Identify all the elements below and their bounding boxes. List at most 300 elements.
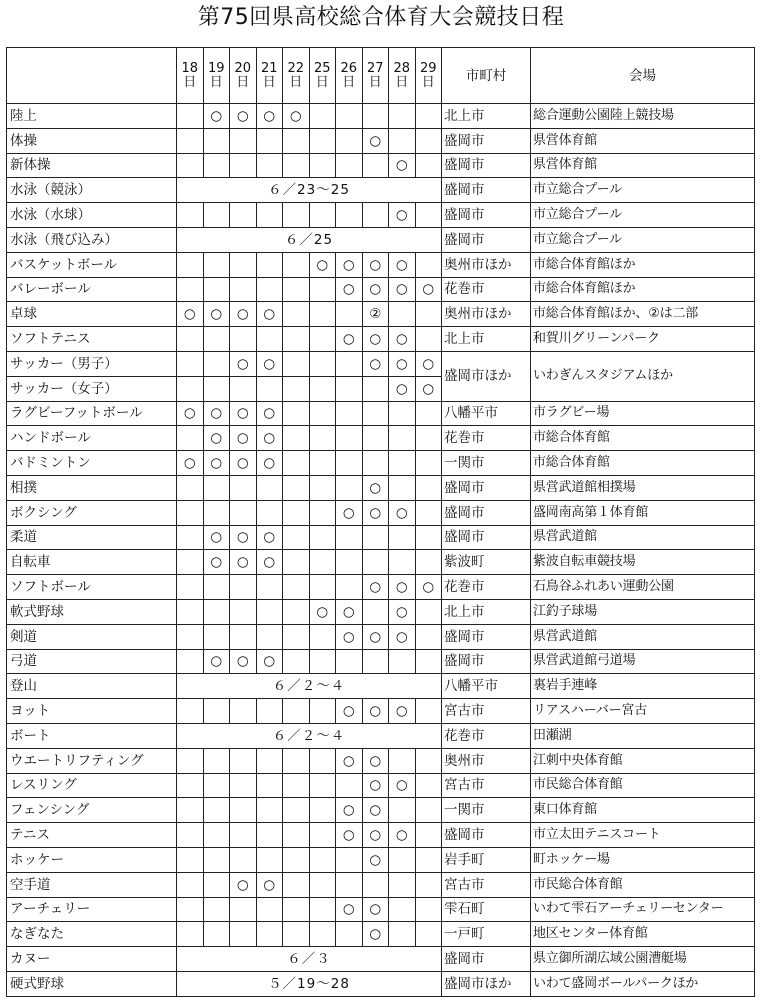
day-mark-cell [389, 649, 416, 674]
day-mark-cell: ○ [389, 351, 416, 376]
day-mark-cell [309, 302, 336, 327]
day-column-header: 19 日 [203, 48, 230, 104]
city-cell: 花巻市 [442, 277, 531, 302]
day-mark-cell: ○ [362, 624, 389, 649]
day-mark-cell [283, 426, 310, 451]
venue-cell: 石鳥谷ふれあい運動公園 [531, 575, 755, 600]
day-mark-cell [309, 153, 336, 178]
event-name-cell: 空手道 [7, 872, 177, 897]
day-mark-cell [336, 351, 363, 376]
day-mark-cell [283, 351, 310, 376]
venue-cell: 県立御所湖広域公園漕艇場 [531, 947, 755, 972]
city-cell: 盛岡市 [442, 128, 531, 153]
day-mark-cell [309, 575, 336, 600]
day-mark-cell [283, 451, 310, 476]
day-mark-cell [230, 500, 257, 525]
day-mark-cell: ○ [362, 252, 389, 277]
day-mark-cell: ○ [389, 823, 416, 848]
day-mark-cell [415, 922, 442, 947]
day-mark-cell [362, 376, 389, 401]
day-mark-cell [177, 922, 204, 947]
venue-cell: いわて雫石アーチェリーセンター [531, 897, 755, 922]
day-mark-cell: ○ [256, 550, 283, 575]
day-mark-cell [256, 128, 283, 153]
day-mark-cell: ○ [336, 897, 363, 922]
day-mark-cell [177, 823, 204, 848]
venue-cell: 市立総合プール [531, 178, 755, 203]
table-row [7, 947, 755, 972]
event-name-cell: ボート [7, 723, 177, 748]
day-mark-cell [283, 699, 310, 724]
day-mark-cell [230, 128, 257, 153]
day-mark-cell [256, 153, 283, 178]
day-column-header: 29 日 [415, 48, 442, 104]
day-mark-cell [389, 451, 416, 476]
table-row [7, 277, 755, 302]
day-mark-cell [203, 699, 230, 724]
day-mark-cell: ○ [230, 872, 257, 897]
day-mark-cell: ○ [362, 748, 389, 773]
day-mark-cell [256, 203, 283, 228]
event-name-cell: アーチェリー [7, 897, 177, 922]
day-mark-cell [177, 624, 204, 649]
day-mark-cell [177, 575, 204, 600]
venue-cell: 和賀川グリーンパーク [531, 327, 755, 352]
day-mark-cell: ○ [230, 649, 257, 674]
day-mark-cell [309, 500, 336, 525]
event-name-cell: ソフトテニス [7, 327, 177, 352]
day-mark-cell [256, 897, 283, 922]
day-mark-cell [415, 624, 442, 649]
day-mark-cell: ○ [362, 277, 389, 302]
venue-cell: 市総合体育館ほか、②は二部 [531, 302, 755, 327]
day-column-header: 18 日 [177, 48, 204, 104]
venue-cell: 県営体育館 [531, 153, 755, 178]
city-cell: 八幡平市 [442, 674, 531, 699]
table-row [7, 128, 755, 153]
day-mark-cell [230, 252, 257, 277]
day-mark-cell [283, 575, 310, 600]
day-mark-cell [283, 922, 310, 947]
day-mark-cell [230, 624, 257, 649]
day-mark-cell [177, 203, 204, 228]
day-mark-cell [283, 500, 310, 525]
day-mark-cell: ○ [230, 525, 257, 550]
day-mark-cell: ○ [336, 624, 363, 649]
venue-cell: 市民総合体育館 [531, 872, 755, 897]
day-mark-cell [230, 376, 257, 401]
day-mark-cell: ○ [256, 451, 283, 476]
table-row [7, 351, 755, 376]
table-row [7, 798, 755, 823]
event-name-cell: なぎなた [7, 922, 177, 947]
event-name-cell: ホッケー [7, 847, 177, 872]
table-row [7, 624, 755, 649]
event-name-cell: フェンシング [7, 798, 177, 823]
table-row [7, 104, 755, 129]
day-column-header: 27 日 [362, 48, 389, 104]
day-mark-cell [389, 475, 416, 500]
day-mark-cell [203, 798, 230, 823]
day-mark-cell [415, 252, 442, 277]
day-mark-cell: ○ [177, 401, 204, 426]
table-row [7, 475, 755, 500]
event-name-cell: 水泳（飛び込み） [7, 227, 177, 252]
day-mark-cell [203, 500, 230, 525]
table-row [7, 971, 755, 996]
day-mark-cell [177, 475, 204, 500]
table-row [7, 823, 755, 848]
day-mark-cell: ○ [336, 500, 363, 525]
page-title: 第75回県高校総合体育大会競技日程 [197, 5, 565, 30]
day-mark-cell: ○ [203, 649, 230, 674]
city-cell: 盛岡市 [442, 178, 531, 203]
event-name-cell: ヨット [7, 699, 177, 724]
day-mark-cell: ○ [309, 252, 336, 277]
day-mark-cell: ○ [336, 277, 363, 302]
day-mark-cell [203, 599, 230, 624]
day-mark-cell [415, 649, 442, 674]
venue-cell: 県営武道館 [531, 624, 755, 649]
day-mark-cell [177, 897, 204, 922]
city-cell: 盛岡市 [442, 227, 531, 252]
venue-cell: 江釣子球場 [531, 599, 755, 624]
day-mark-cell: ○ [256, 649, 283, 674]
city-column-header: 市町村 [442, 48, 531, 104]
day-mark-cell: ○ [389, 153, 416, 178]
day-mark-cell [177, 252, 204, 277]
venue-cell: 東口体育館 [531, 798, 755, 823]
table-row [7, 723, 755, 748]
day-mark-cell [203, 624, 230, 649]
city-cell: 一戸町 [442, 922, 531, 947]
day-mark-cell [389, 104, 416, 129]
day-mark-cell [283, 153, 310, 178]
day-mark-cell: ○ [336, 252, 363, 277]
day-mark-cell [177, 525, 204, 550]
day-mark-cell [203, 277, 230, 302]
event-name-cell: 軟式野球 [7, 599, 177, 624]
venue-cell: いわて盛岡ボールパークほか [531, 971, 755, 996]
venue-cell: 県営武道館弓道場 [531, 649, 755, 674]
day-mark-cell [362, 525, 389, 550]
day-mark-cell [415, 104, 442, 129]
day-mark-cell [389, 550, 416, 575]
day-mark-cell [177, 699, 204, 724]
venue-cell: 県営武道館 [531, 525, 755, 550]
day-mark-cell [389, 401, 416, 426]
event-name-cell: 柔道 [7, 525, 177, 550]
day-mark-cell [283, 203, 310, 228]
day-mark-cell [230, 699, 257, 724]
venue-column-header: 会場 [531, 48, 755, 104]
day-mark-cell [336, 550, 363, 575]
day-mark-cell [336, 575, 363, 600]
venue-cell: 県営体育館 [531, 128, 755, 153]
date-range-cell: ６／３ [177, 947, 442, 972]
table-row [7, 748, 755, 773]
day-mark-cell: ○ [230, 302, 257, 327]
day-mark-cell [230, 897, 257, 922]
day-mark-cell: ○ [230, 426, 257, 451]
day-mark-cell [283, 773, 310, 798]
day-mark-cell [256, 575, 283, 600]
date-range-cell: ６／25 [177, 227, 442, 252]
table-row [7, 922, 755, 947]
day-mark-cell [230, 575, 257, 600]
day-mark-cell [203, 128, 230, 153]
day-mark-cell [203, 575, 230, 600]
city-cell: 盛岡市 [442, 203, 531, 228]
day-mark-cell [203, 823, 230, 848]
day-mark-cell [256, 475, 283, 500]
event-name-cell: 水泳（水球） [7, 203, 177, 228]
day-mark-cell [256, 252, 283, 277]
day-mark-cell [309, 277, 336, 302]
table-row [7, 178, 755, 203]
day-mark-cell [309, 897, 336, 922]
day-mark-cell [203, 922, 230, 947]
day-mark-cell [309, 624, 336, 649]
day-mark-cell [283, 128, 310, 153]
day-mark-cell [415, 773, 442, 798]
venue-cell: 紫波自転車競技場 [531, 550, 755, 575]
day-mark-cell [389, 922, 416, 947]
day-mark-cell: ○ [362, 575, 389, 600]
city-cell: 盛岡市 [442, 500, 531, 525]
day-mark-cell [415, 153, 442, 178]
day-mark-cell: ○ [283, 104, 310, 129]
day-mark-cell: ○ [230, 104, 257, 129]
day-mark-cell [283, 401, 310, 426]
day-mark-cell [283, 252, 310, 277]
day-mark-cell [256, 277, 283, 302]
day-mark-cell: ○ [177, 451, 204, 476]
venue-cell: 江刺中央体育館 [531, 748, 755, 773]
day-mark-cell [203, 153, 230, 178]
day-mark-cell [283, 550, 310, 575]
day-mark-cell [309, 748, 336, 773]
day-mark-cell: ○ [256, 351, 283, 376]
day-mark-cell [256, 624, 283, 649]
day-mark-cell [230, 475, 257, 500]
event-name-cell: 硬式野球 [7, 971, 177, 996]
event-name-cell: 陸上 [7, 104, 177, 129]
day-mark-cell [309, 475, 336, 500]
day-mark-cell [309, 426, 336, 451]
venue-cell: 盛岡南高第１体育館 [531, 500, 755, 525]
event-name-cell: ハンドボール [7, 426, 177, 451]
day-mark-cell: ○ [389, 277, 416, 302]
day-mark-cell [415, 699, 442, 724]
day-mark-cell [256, 327, 283, 352]
city-cell: 一関市 [442, 798, 531, 823]
city-cell: 盛岡市 [442, 649, 531, 674]
day-mark-cell [177, 426, 204, 451]
venue-cell: 裏岩手連峰 [531, 674, 755, 699]
table-row [7, 451, 755, 476]
day-column-header: 28 日 [389, 48, 416, 104]
day-mark-cell: ○ [362, 798, 389, 823]
day-mark-cell [177, 649, 204, 674]
day-mark-cell [389, 128, 416, 153]
day-mark-cell [336, 302, 363, 327]
table-row [7, 153, 755, 178]
day-mark-cell: ○ [336, 823, 363, 848]
day-mark-cell: ○ [336, 699, 363, 724]
day-mark-cell: ○ [336, 327, 363, 352]
day-mark-cell: ○ [389, 699, 416, 724]
day-mark-cell [256, 847, 283, 872]
day-mark-cell [309, 798, 336, 823]
day-mark-cell [336, 153, 363, 178]
venue-cell: 県営武道館相撲場 [531, 475, 755, 500]
venue-cell: 町ホッケー場 [531, 847, 755, 872]
city-cell: 花巻市 [442, 426, 531, 451]
day-mark-cell [230, 798, 257, 823]
day-mark-cell: ○ [256, 872, 283, 897]
event-name-cell: 体操 [7, 128, 177, 153]
day-mark-cell: ○ [362, 847, 389, 872]
day-mark-cell: ○ [309, 599, 336, 624]
day-mark-cell: ○ [362, 823, 389, 848]
day-mark-cell [336, 525, 363, 550]
day-mark-cell: ○ [389, 376, 416, 401]
event-name-cell: 登山 [7, 674, 177, 699]
day-mark-cell: ○ [362, 500, 389, 525]
day-mark-cell [283, 847, 310, 872]
event-column-header [7, 48, 177, 104]
day-column-header: 25 日 [309, 48, 336, 104]
day-mark-cell: ○ [362, 128, 389, 153]
day-mark-cell [415, 847, 442, 872]
day-mark-cell: ○ [415, 351, 442, 376]
table-row [7, 426, 755, 451]
day-mark-cell [415, 401, 442, 426]
day-mark-cell [203, 475, 230, 500]
day-mark-cell [415, 426, 442, 451]
day-mark-cell [336, 426, 363, 451]
day-mark-cell [256, 748, 283, 773]
day-mark-cell [336, 922, 363, 947]
day-mark-cell [362, 649, 389, 674]
day-mark-cell [283, 649, 310, 674]
table-row [7, 401, 755, 426]
day-mark-cell [389, 798, 416, 823]
city-cell: 宮古市 [442, 773, 531, 798]
day-mark-cell [230, 748, 257, 773]
day-mark-cell [256, 773, 283, 798]
venue-cell: 市総合体育館ほか [531, 277, 755, 302]
day-mark-cell [415, 823, 442, 848]
day-mark-cell [283, 376, 310, 401]
table-row [7, 327, 755, 352]
venue-cell: 市立総合プール [531, 203, 755, 228]
day-mark-cell [256, 500, 283, 525]
day-mark-cell [309, 823, 336, 848]
day-mark-cell [230, 599, 257, 624]
day-mark-cell [362, 203, 389, 228]
day-mark-cell [203, 351, 230, 376]
day-mark-cell [309, 327, 336, 352]
day-mark-cell [336, 128, 363, 153]
day-mark-cell [256, 798, 283, 823]
day-mark-cell: ○ [389, 500, 416, 525]
day-mark-cell [230, 922, 257, 947]
event-name-cell: サッカー（女子） [7, 376, 177, 401]
day-mark-cell [309, 773, 336, 798]
day-column-header: 20 日 [230, 48, 257, 104]
day-mark-cell [256, 699, 283, 724]
day-mark-cell [389, 426, 416, 451]
table-row [7, 599, 755, 624]
day-mark-cell [309, 922, 336, 947]
venue-cell: 市民総合体育館 [531, 773, 755, 798]
day-mark-cell [415, 897, 442, 922]
day-mark-cell [177, 500, 204, 525]
day-mark-cell [415, 475, 442, 500]
day-mark-cell [283, 897, 310, 922]
day-mark-cell [415, 327, 442, 352]
day-mark-cell [203, 748, 230, 773]
day-mark-cell: ○ [362, 327, 389, 352]
table-row [7, 773, 755, 798]
date-range-cell: ６／２〜４ [177, 723, 442, 748]
day-mark-cell [283, 823, 310, 848]
day-mark-cell [203, 376, 230, 401]
day-mark-cell [283, 525, 310, 550]
event-name-cell: テニス [7, 823, 177, 848]
day-mark-cell [230, 823, 257, 848]
day-mark-cell [309, 649, 336, 674]
event-name-cell: 新体操 [7, 153, 177, 178]
table-row [7, 203, 755, 228]
date-range-cell: ６／23〜25 [177, 178, 442, 203]
day-mark-cell: ○ [256, 302, 283, 327]
day-mark-cell [283, 475, 310, 500]
day-mark-cell [415, 128, 442, 153]
schedule-body [7, 104, 755, 997]
day-mark-cell [309, 872, 336, 897]
venue-cell: 市立総合プール [531, 227, 755, 252]
city-cell: 花巻市 [442, 723, 531, 748]
day-mark-cell [362, 401, 389, 426]
city-cell: 盛岡市 [442, 525, 531, 550]
day-mark-cell [256, 376, 283, 401]
day-mark-cell: ○ [230, 401, 257, 426]
table-row [7, 872, 755, 897]
day-mark-cell [309, 203, 336, 228]
day-mark-cell: ○ [362, 475, 389, 500]
day-mark-cell [283, 872, 310, 897]
table-row [7, 525, 755, 550]
day-mark-cell [336, 773, 363, 798]
day-mark-cell [336, 475, 363, 500]
table-row [7, 649, 755, 674]
day-mark-cell [389, 525, 416, 550]
day-mark-cell [309, 376, 336, 401]
day-mark-cell [309, 847, 336, 872]
day-mark-cell [415, 872, 442, 897]
day-mark-cell [177, 773, 204, 798]
date-range-cell: ６／２〜４ [177, 674, 442, 699]
day-mark-cell [362, 872, 389, 897]
day-mark-cell: ○ [203, 104, 230, 129]
day-mark-cell [309, 525, 336, 550]
day-mark-cell: ○ [203, 426, 230, 451]
city-cell: 北上市 [442, 599, 531, 624]
day-mark-cell [309, 128, 336, 153]
